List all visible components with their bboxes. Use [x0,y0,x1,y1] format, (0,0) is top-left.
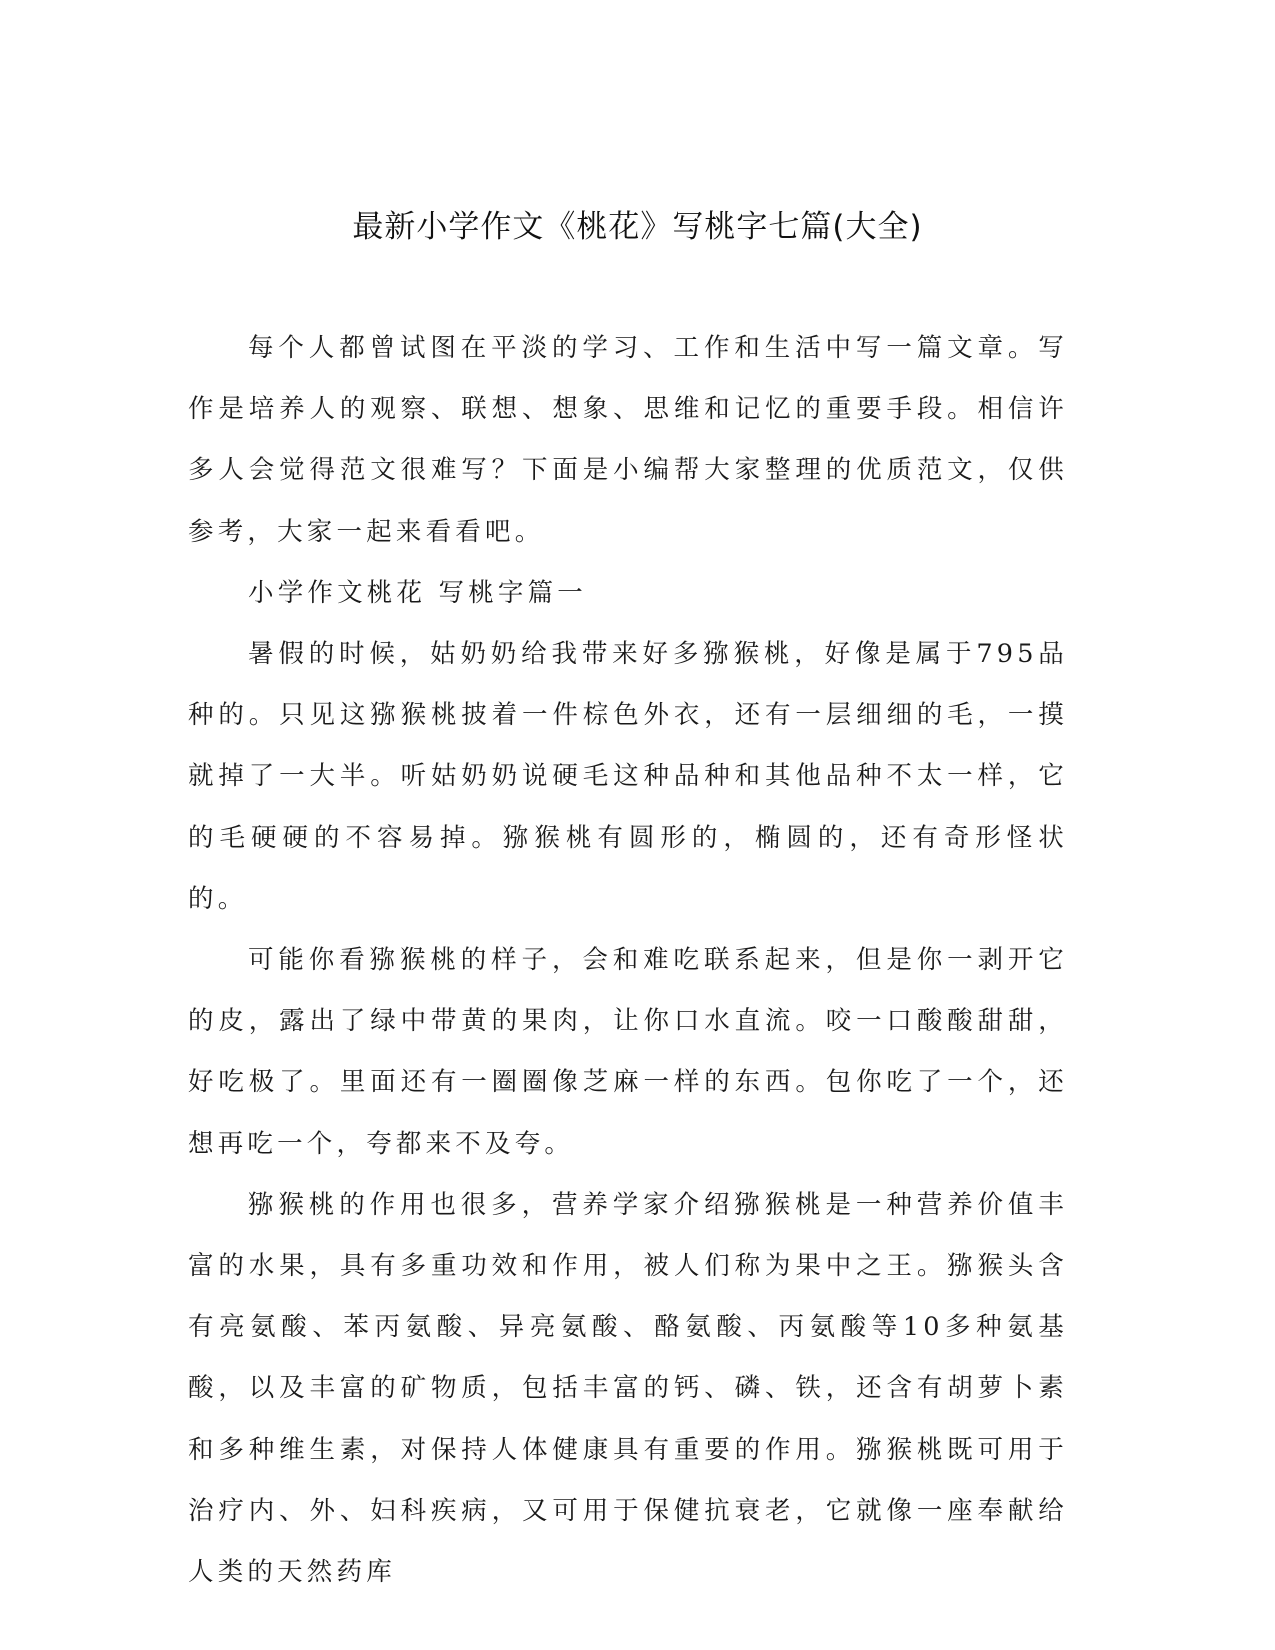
document-title: 最新小学作文《桃花》写桃字七篇(大全) [352,209,923,245]
intro-paragraph: 每个人都曾试图在平淡的学习、工作和生活中写一篇文章。写作是培养人的观察、联想、想象、思维和记忆的重要手段。相信许多人会觉得范文很难写？下面是小编帮大家整理的优质范文，仅供参考，大家一起来看看吧。 [188,333,1068,547]
body-paragraph: 暑假的时候，姑奶奶给我带来好多猕猴桃，好像是属于795品种的。只见这猕猴桃披着一件棕色外衣，还有一层细细的毛，一摸就掉了一大半。听姑奶奶说硬毛这种品种和其他品种不太一样，它的毛硬硬的不容易掉。猕猴桃有圆形的，椭圆的，还有奇形怪状的。 [188,639,1068,914]
body-paragraph: 猕猴桃的作用也很多，营养学家介绍猕猴桃是一种营养价值丰富的水果，具有多重功效和作用，被人们称为果中之王。猕猴头含有亮氨酸、苯丙氨酸、异亮氨酸、酪氨酸、丙氨酸等10多种氨基酸，以及丰富的矿物质，包括丰富的钙、磷、铁，还含有胡萝卜素和多种维生素，对保持人体健康具有重要的作用。猕猴桃既可用于治疗内、外、妇科疾病，又可用于保健抗衰老，它就像一座奉献给人类的天然药库 [188,1189,1068,1588]
document-body [188,318,1068,1603]
section-heading: 小学作文桃花 写桃字篇一 [248,577,588,608]
body-paragraph: 可能你看猕猴桃的样子，会和难吃联系起来，但是你一剥开它的皮，露出了绿中带黄的果肉，让你口水直流。咬一口酸酸甜甜，好吃极了。里面还有一圈圈像芝麻一样的东西。包你吃了一个，还想再吃一个，夸都来不及夸。 [188,945,1068,1159]
